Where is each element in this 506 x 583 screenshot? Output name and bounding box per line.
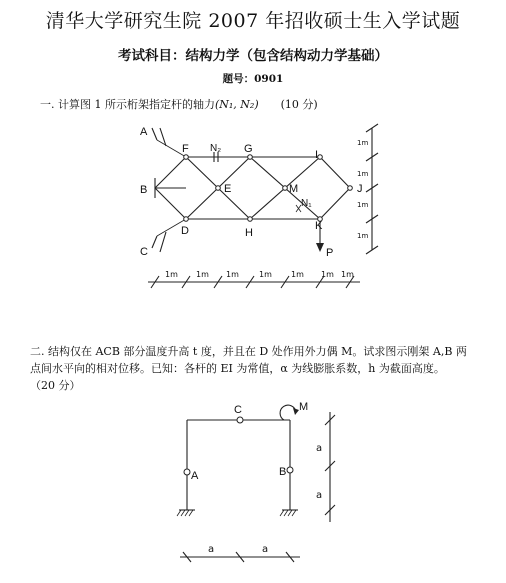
label-j: J bbox=[357, 183, 363, 195]
label-m: M bbox=[289, 183, 299, 195]
truss-figure bbox=[140, 124, 378, 288]
frame-right-dim-2: a bbox=[316, 490, 323, 501]
frame-bottom-dimension bbox=[180, 552, 300, 562]
label-p: P bbox=[326, 247, 334, 259]
frame-right-dim-1: a bbox=[316, 443, 323, 454]
bottom-dim-7: 1m bbox=[341, 270, 354, 279]
hinge-a bbox=[184, 469, 190, 475]
bottom-dim-4: 1m bbox=[259, 270, 272, 279]
exam-subject: 考试科目：结构力学（包含结构动力学基础） bbox=[118, 48, 388, 64]
label-g: G bbox=[244, 143, 253, 155]
label-a: A bbox=[140, 126, 148, 138]
right-dim-1: 1m bbox=[357, 139, 369, 147]
support-a bbox=[152, 128, 186, 157]
bottom-dim-3: 1m bbox=[226, 270, 239, 279]
label-k: K bbox=[315, 220, 323, 232]
frame-bottom-dim-2: a bbox=[262, 544, 269, 555]
question-1-score: (10 分) bbox=[280, 98, 318, 111]
question-2-line-3: （20 分） bbox=[30, 379, 81, 392]
exam-title: 清华大学研究生院 2007 年招收硕士生入学试题 bbox=[45, 10, 461, 32]
fixed-support-left bbox=[177, 510, 195, 516]
frame-label-c: C bbox=[234, 404, 242, 416]
question-1-text: 一. 计算图 1 所示桁架指定杆的轴力 bbox=[40, 98, 215, 111]
hinge-c bbox=[237, 417, 243, 423]
label-c: C bbox=[140, 246, 148, 258]
right-dim-2: 1m bbox=[357, 170, 369, 178]
label-i: I bbox=[315, 149, 319, 161]
frame-label-a: A bbox=[191, 470, 199, 482]
label-n2: N₂ bbox=[210, 143, 222, 154]
bottom-dim-1: 1m bbox=[165, 270, 178, 279]
truss-members bbox=[155, 152, 350, 219]
frame-bottom-dim-1: a bbox=[208, 544, 215, 555]
fixed-support-right bbox=[280, 510, 298, 516]
question-2-line-2: 点间水平向的相对位移。已知：各杆的 EI 为常值，α 为线膨胀系数，h 为截面高度。 bbox=[30, 362, 445, 375]
question-2-line-1: 二. 结构仅在 ACB 部分温度升高 t 度，并且在 D 处作用外力偶 M。试求图示刚架 A,B 两 bbox=[30, 345, 467, 358]
frame-label-m: M bbox=[299, 401, 309, 413]
frame-label-b: B bbox=[279, 466, 287, 478]
right-dim-4: 1m bbox=[357, 232, 369, 240]
support-b bbox=[155, 178, 186, 198]
frame-right-dimension bbox=[325, 412, 335, 522]
hinge-b bbox=[287, 467, 293, 473]
frame-figure bbox=[177, 401, 335, 562]
label-f: F bbox=[182, 143, 189, 155]
label-d: D bbox=[181, 225, 189, 237]
label-n1: N₁ bbox=[301, 198, 312, 209]
label-b: B bbox=[140, 184, 148, 196]
label-e: E bbox=[224, 183, 232, 195]
bottom-dim-5: 1m bbox=[291, 270, 304, 279]
moment-m-arrow bbox=[280, 405, 299, 420]
question-code: 题号：0901 bbox=[222, 73, 284, 85]
right-dim-3: 1m bbox=[357, 201, 369, 209]
bottom-dim-6: 1m bbox=[321, 270, 334, 279]
question-1-math: (N₁, N₂) bbox=[214, 98, 259, 111]
frame-members bbox=[187, 420, 290, 510]
label-h: H bbox=[245, 227, 253, 239]
bottom-dim-2: 1m bbox=[196, 270, 209, 279]
